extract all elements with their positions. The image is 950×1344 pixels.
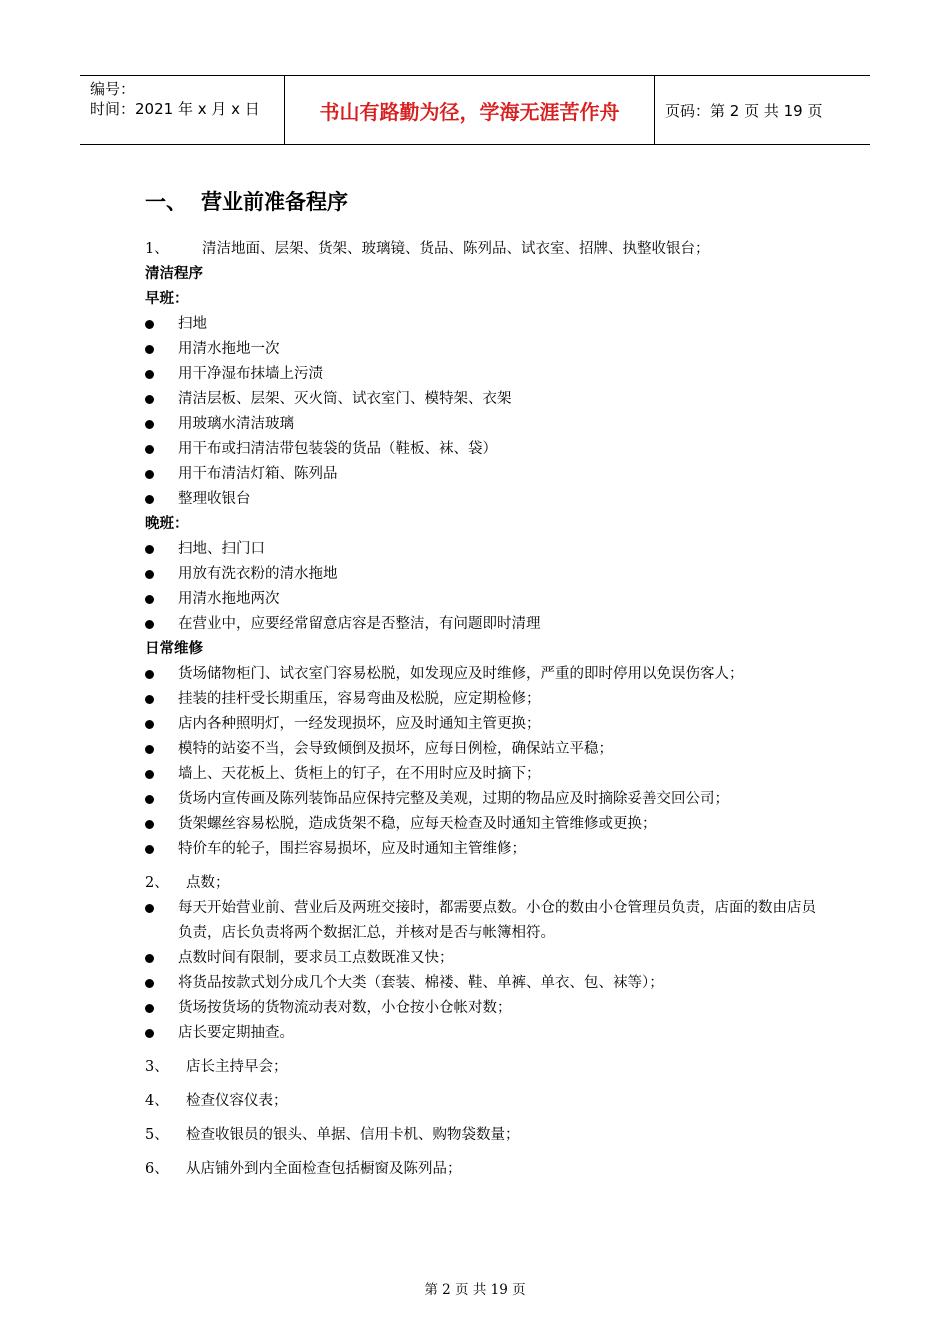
header-divider — [654, 76, 655, 144]
list-item: 特价车的轮子，围拦容易损坏，应及时通知主管维修； — [145, 837, 825, 862]
numbered-item — [145, 1055, 825, 1080]
list-item: 模特的站姿不当，会导致倾倒及损坏，应每日例检，确保站立平稳； — [145, 737, 825, 762]
bullet-icon — [145, 395, 154, 404]
bullet-icon — [145, 1004, 154, 1013]
bullet-icon — [145, 670, 154, 679]
bullet-icon — [145, 845, 154, 854]
morning-label: 早班： — [145, 291, 189, 307]
bullet-icon — [145, 695, 154, 704]
item-text: 店长主持早会； — [186, 1059, 288, 1075]
list-item: 清洁层板、层架、灭火筒、试衣室门、模特架、衣架 — [145, 387, 825, 412]
item-number: 5、 — [145, 1127, 169, 1143]
list-item: 每天开始营业前、营业后及两班交接时，都需要点数。小仓的数由小仓管理员负责，店面的数由店员负责，店长负责将两个数据汇总，并核对是否与帐簿相符。 — [145, 896, 825, 946]
numbered-item — [145, 1123, 825, 1148]
bullet-icon — [145, 820, 154, 829]
list-item: 货场内宣传画及陈列装饰品应保持完整及美观，过期的物品应及时摘除妥善交回公司； — [145, 787, 825, 812]
list-item: 用清水拖地两次 — [145, 587, 825, 612]
item-text: 点数； — [186, 875, 230, 891]
bullet-icon — [145, 979, 154, 988]
morning-list — [145, 312, 825, 512]
header-motto: 书山有路勤为径，学海无涯苦作舟 — [319, 99, 620, 124]
bullet-icon — [145, 495, 154, 504]
item-number: 4、 — [145, 1093, 169, 1109]
maintenance-title: 日常维修 — [145, 641, 203, 657]
list-item: 整理收银台 — [145, 487, 825, 512]
bullet-icon — [145, 445, 154, 454]
list-item: 墙上、天花板上、货柜上的钉子，在不用时应及时摘下； — [145, 762, 825, 787]
header-time-label: 时间：2021 年 x 月 x 日 — [90, 100, 260, 118]
bullet-icon — [145, 904, 154, 913]
cleaning-title: 清洁程序 — [145, 266, 203, 282]
list-item: 扫地 — [145, 312, 825, 337]
item-text: 清洁地面、层架、货架、玻璃镜、货品、陈列品、试衣室、招牌、执整收银台； — [202, 241, 710, 257]
list-item: 用干净湿布抹墙上污渍 — [145, 362, 825, 387]
item-text: 检查仪容仪表； — [186, 1093, 288, 1109]
list-item: 挂装的挂杆受长期重压，容易弯曲及松脱，应定期检修； — [145, 687, 825, 712]
item-number: 2、 — [145, 875, 169, 891]
numbered-item — [145, 1157, 825, 1182]
item-text: 检查收银员的银头、单据、信用卡机、购物袋数量； — [186, 1127, 520, 1143]
count-list — [145, 896, 825, 1046]
header-number-label: 编号： — [90, 80, 136, 98]
bullet-icon — [145, 954, 154, 963]
section-number: 一、 — [145, 190, 187, 214]
header-meta — [90, 79, 260, 119]
page-footer: 第 2 页 共 19 页 — [424, 1282, 526, 1298]
bullet-icon — [145, 1029, 154, 1038]
bullet-icon — [145, 345, 154, 354]
list-item: 店长要定期抽查。 — [145, 1021, 825, 1046]
page-header — [80, 75, 870, 145]
list-item: 扫地、扫门口 — [145, 537, 825, 562]
item-text: 从店铺外到内全面检查包括橱窗及陈列品； — [186, 1161, 462, 1177]
bullet-icon — [145, 595, 154, 604]
bullet-icon — [145, 370, 154, 379]
numbered-item — [145, 1089, 825, 1114]
header-page-code: 页码：第 2 页 共 19 页 — [665, 101, 823, 120]
bullet-icon — [145, 470, 154, 479]
evening-label: 晚班： — [145, 516, 189, 532]
list-item: 用清水拖地一次 — [145, 337, 825, 362]
item-number: 3、 — [145, 1059, 169, 1075]
list-item: 用玻璃水清洁玻璃 — [145, 412, 825, 437]
section-heading — [145, 185, 825, 219]
list-item: 点数时间有限制，要求员工点数既准又快； — [145, 946, 825, 971]
maintenance-list — [145, 662, 825, 862]
numbered-item — [145, 871, 825, 896]
item-number: 6、 — [145, 1161, 169, 1177]
document-body — [145, 185, 825, 1182]
bullet-icon — [145, 795, 154, 804]
bullet-icon — [145, 570, 154, 579]
list-item: 用放有洗衣粉的清水拖地 — [145, 562, 825, 587]
bullet-icon — [145, 770, 154, 779]
item-number: 1、 — [145, 241, 169, 257]
numbered-item — [145, 237, 825, 262]
bullet-icon — [145, 745, 154, 754]
list-item: 在营业中，应要经常留意店容是否整洁，有问题即时清理 — [145, 612, 825, 637]
list-item: 用干布或扫清洁带包装袋的货品（鞋板、袜、袋） — [145, 437, 825, 462]
list-item: 店内各种照明灯，一经发现损坏，应及时通知主管更换； — [145, 712, 825, 737]
bullet-icon — [145, 420, 154, 429]
list-item: 用干布清洁灯箱、陈列品 — [145, 462, 825, 487]
bullet-icon — [145, 545, 154, 554]
list-item: 将货品按款式划分成几个大类（套装、棉褛、鞋、单裤、单衣、包、袜等）； — [145, 971, 825, 996]
list-item: 货场按货场的货物流动表对数，小仓按小仓帐对数； — [145, 996, 825, 1021]
bullet-icon — [145, 620, 154, 629]
section-title: 营业前准备程序 — [201, 190, 348, 214]
evening-list — [145, 537, 825, 637]
list-item: 货场储物柜门、试衣室门容易松脱，如发现应及时维修，严重的即时停用以免误伤客人； — [145, 662, 825, 687]
bullet-icon — [145, 720, 154, 729]
list-item: 货架螺丝容易松脱，造成货架不稳，应每天检查及时通知主管维修或更换； — [145, 812, 825, 837]
bullet-icon — [145, 320, 154, 329]
